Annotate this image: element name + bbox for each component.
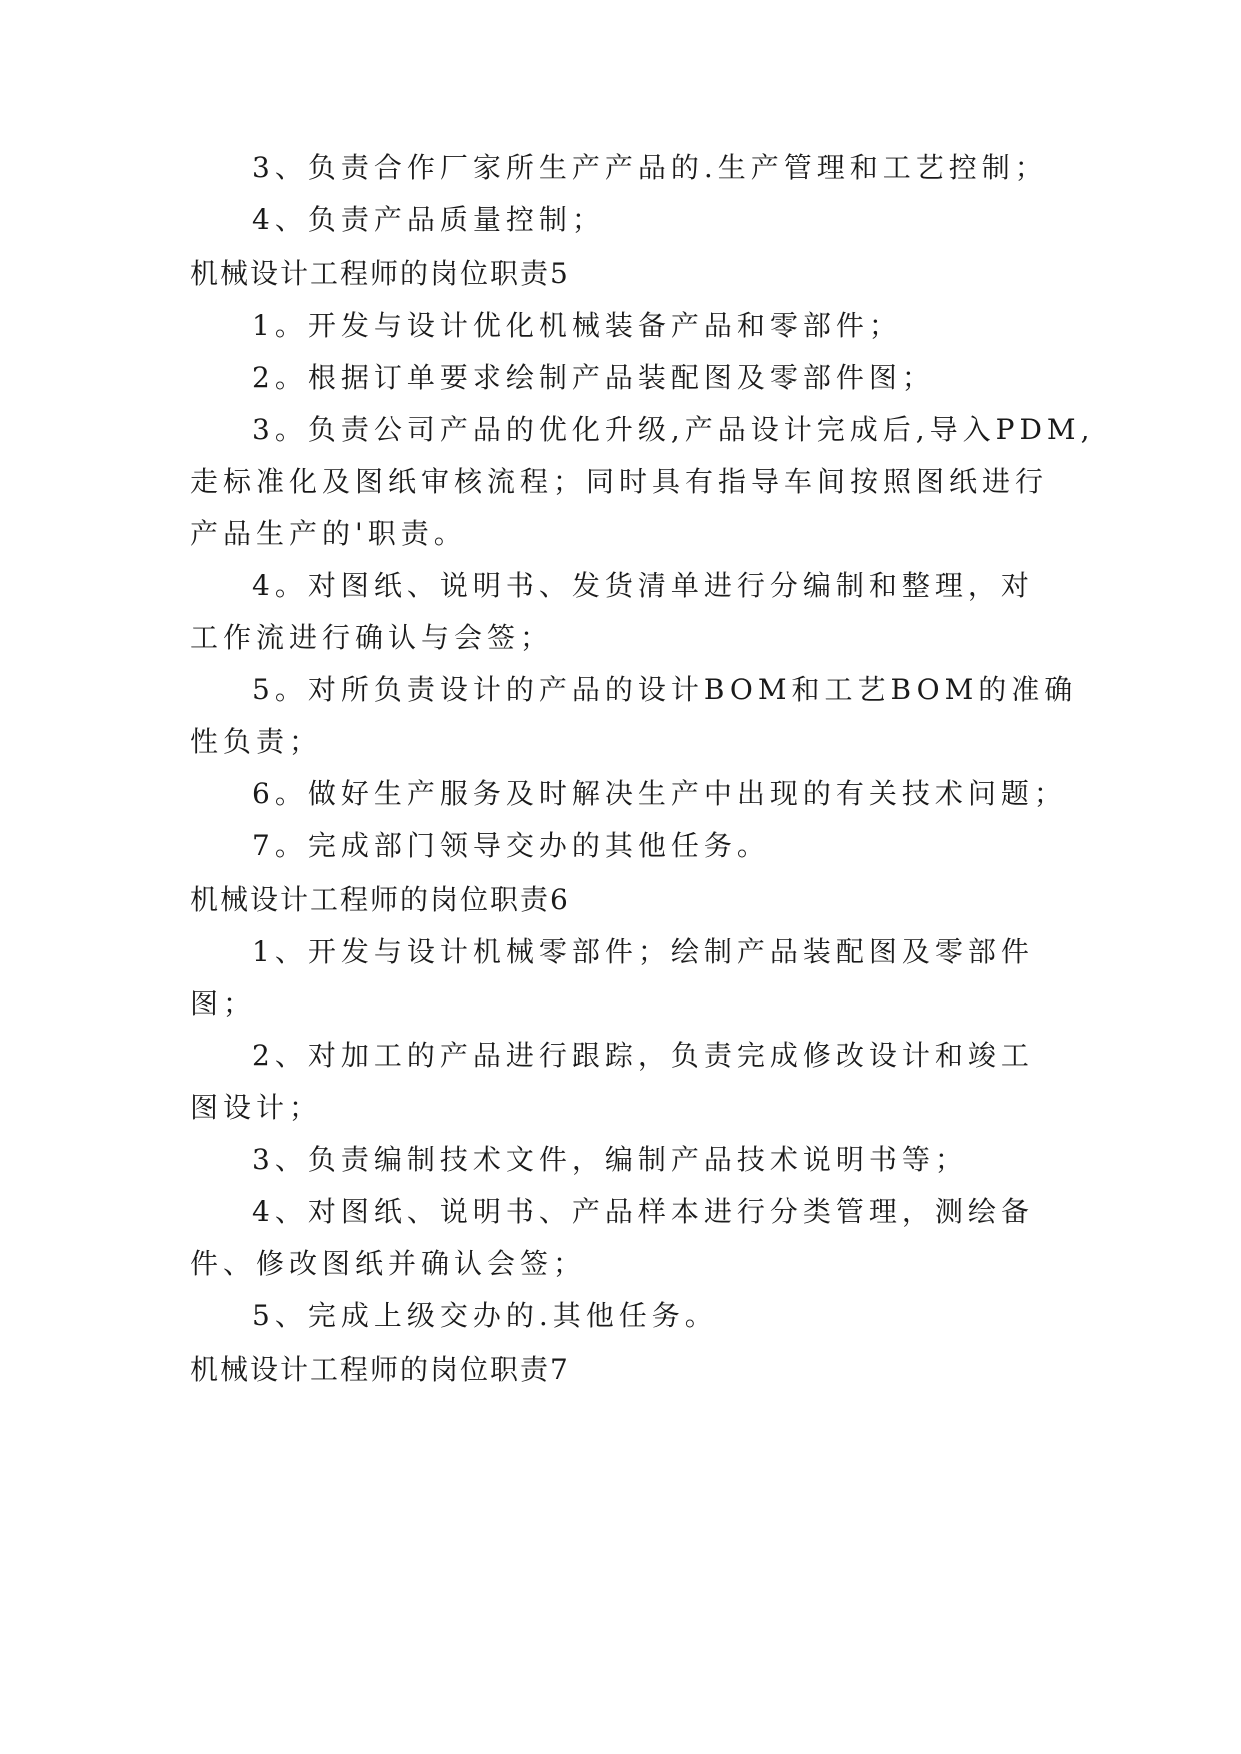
paragraph-line: 产品生产的'职责。 <box>190 517 467 550</box>
paragraph-line: 1。开发与设计优化机械装备产品和零部件； <box>252 309 902 342</box>
paragraph-line: 走标准化及图纸审核流程；同时具有指导车间按照图纸进行 <box>190 465 1049 498</box>
paragraph-line: 4、对图纸、说明书、产品样本进行分类管理，测绘备 <box>252 1195 1034 1228</box>
paragraph-line: 4。对图纸、说明书、发货清单进行分编制和整理，对 <box>252 569 1034 602</box>
paragraph-line: 件、修改图纸并确认会签； <box>190 1247 587 1280</box>
paragraph-line: 性负责； <box>190 725 323 758</box>
paragraph-line: 工作流进行确认与会签； <box>190 621 554 654</box>
paragraph-line: 4、负责产品质量控制； <box>252 203 605 236</box>
paragraph-line: 1、开发与设计机械零部件；绘制产品装配图及零部件 <box>252 935 1034 968</box>
paragraph-line: 6。做好生产服务及时解决生产中出现的有关技术问题； <box>252 777 1067 810</box>
paragraph-line: 5。对所负责设计的产品的设计BOM和工艺BOM的准确 <box>252 673 1078 706</box>
paragraph-line: 3、负责编制技术文件，编制产品技术说明书等； <box>252 1143 968 1176</box>
paragraph-line: 图； <box>190 987 257 1020</box>
paragraph-line: 2、对加工的产品进行跟踪，负责完成修改设计和竣工 <box>252 1039 1034 1072</box>
paragraph-line: 3、负责合作厂家所生产产品的.生产管理和工艺控制； <box>252 151 1048 184</box>
section-heading: 机械设计工程师的岗位职责5 <box>190 257 570 290</box>
section-heading: 机械设计工程师的岗位职责7 <box>190 1353 570 1386</box>
paragraph-line: 2。根据订单要求绘制产品装配图及零部件图； <box>252 361 935 394</box>
paragraph-line: 图设计； <box>190 1091 323 1124</box>
paragraph-line: 5、完成上级交办的.其他任务。 <box>252 1299 718 1332</box>
paragraph-line: 7。完成部门领导交办的其他任务。 <box>252 829 770 862</box>
paragraph-line: 3。负责公司产品的优化升级,产品设计完成后,导入PDM, <box>252 413 1095 446</box>
section-heading: 机械设计工程师的岗位职责6 <box>190 883 570 916</box>
